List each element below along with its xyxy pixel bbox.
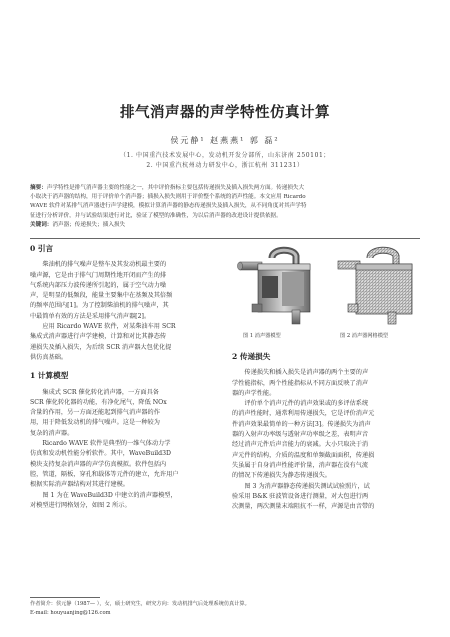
authors: 侯元静¹ 赵燕燕¹ 郭 磊²	[170, 136, 280, 145]
text-line: 气系统内部压力波传递所引起的，属于空气动力噪	[30, 281, 167, 289]
text-line: 集成式消声器进行声学建模，计算和对比其静态传	[30, 333, 167, 341]
text-line: 验采用 B&K 驻波管设备进行测量，对大包进行两	[232, 492, 369, 500]
abstract-line: 小取决于消声器的结构，用于评价单个消声器；插损入损失则用于评价整个系统的消声性能。本文应用 Ricardo	[30, 194, 306, 201]
text-line: 声，是明显的低频段，能量主要集中在基频及其倍频	[30, 292, 173, 300]
text-line: 含量的作用，另一方面还能起到排气消声器的作	[30, 409, 160, 417]
keywords-line	[30, 221, 420, 230]
figure-2-mesh-model	[330, 246, 422, 328]
abstract-label: 摘要：	[30, 185, 47, 191]
affiliation-2: 2. 中国重汽杭州动力研发中心，浙江杭州 311231）	[146, 162, 304, 169]
footnote-divider	[30, 597, 100, 598]
text-line: 图 1 为在 WaveBuild3D 中建立的消声器模型，	[42, 491, 177, 499]
abstract-divider	[30, 238, 420, 239]
text-line: 供仿真基础。	[30, 353, 68, 361]
footnote	[30, 600, 290, 617]
text-line: 仿真和发动机性能分析软件。其中，WaveBuild3D	[30, 450, 172, 458]
figure-1-muffler-model	[232, 246, 318, 328]
text-line: 柴油机的排气噪声是整车及其发动机最主要的	[42, 261, 167, 269]
text-line: 件消声效果最简单的一种方法[3]。传递损失为消声	[232, 420, 371, 428]
text-line: 的频率范围内[1]。为了控制柴油机的排气噪声，其	[30, 302, 169, 310]
section-tl-heading: 2 传递损失	[232, 352, 271, 361]
section-model-heading: 1 计算模型	[30, 371, 69, 381]
text-line: 评价单个消声元件的消声效果或的多评估系统	[244, 400, 369, 408]
left-column	[30, 244, 218, 511]
text-line: 经过消声元件后声音能力的衰减。大小只取决于消	[232, 441, 369, 449]
abstract-line: 征进行分析评价，并与试验结果进行对比，验证了模型的准确性，为以后消声器的改进设计提供依据。	[30, 212, 282, 219]
text-line: SCR 催化转化器的功能，有净化尾气，降低 NOx	[30, 398, 167, 406]
text-line: 对模型进行网格划分，如图 2 所示。	[30, 501, 131, 509]
text-line: 噪声源，它是由于排气门周期性地开闭而产生的排	[30, 271, 167, 279]
text-line: 器的入射声功率级与透射声功率级之差，表明声音	[232, 431, 369, 439]
author-bio: 作者简介：侯元静（1987— ），女，硕士研究生，研究方向：发动机排气后处理系统仿真计算。	[30, 601, 250, 607]
abstract-line: WAVE 软件对某排气消声器进行声学建模，模拟计算消声器的静态传递损失及插入损失，从不同角度对其声学特	[30, 203, 307, 210]
text-line: 应用 Ricardo WAVE 软件，对某柴油车用 SCR	[42, 323, 176, 331]
text-line: 失虽属于自身消声性能评价量，消声器在没有气流	[232, 461, 369, 469]
text-line: 用，用于降低发动机的排气噪声。这是一种较为	[30, 419, 160, 427]
text-line: 复杂的消声器。	[30, 429, 74, 437]
text-line: 的情况下传递损失为静态传递损失。	[232, 472, 331, 480]
text-line: 学性能指标，两个性能指标从不同方面反映了消声	[232, 379, 369, 387]
affiliation-1: （1. 中国重汽技术发展中心，发动机开发分部所，山东济南 250101；	[119, 152, 331, 159]
section-intro-heading: 0 引言	[30, 244, 54, 253]
right-column	[232, 352, 420, 512]
author-email: E-mail: houyuanjing@126.com	[30, 609, 111, 616]
text-line: 传递损失和插入损失是消声器的两个主要的声	[244, 369, 369, 377]
text-line: 模块支持复杂消声器的声学仿真模拟。软件包括内	[30, 460, 167, 468]
text-line: Ricardo WAVE 软件是典型的一维气体动力学	[42, 440, 171, 448]
text-line: 图 3 为消声器静态传递损失测试试验照片，试	[244, 482, 370, 490]
figure-1-caption: 图 1 消声器模型	[243, 333, 281, 339]
mesh-model-image	[330, 246, 422, 328]
keywords-label: 关键词：	[30, 221, 53, 228]
text-line: 次测量，两次测量末端阻抗不一样，声源是由音带的	[232, 503, 375, 511]
text-line: 的消声性能时，通常利用传递损失，它是评价消声元	[232, 410, 375, 418]
text-line: 递损失及插入损失，为后续 SCR 消声器大包优化提	[30, 343, 172, 351]
muffler-model-image	[232, 246, 318, 328]
paper-title: 排气消声器的声学特性仿真计算	[120, 104, 330, 121]
text-line: 器的声学性能。	[232, 389, 276, 397]
text-line: 根据实际消声器结构对其进行建模。	[30, 481, 129, 489]
abstract-line: 摘要：声学特性是排气消声器主要的性能之一，其中评价指标主要包括传递损失及插入损失两方面。传递损失大	[30, 185, 305, 191]
abstract	[30, 184, 420, 230]
keywords: 消声器；传递损失；插入损失	[52, 221, 126, 228]
text-line: 腔，管道，隔板，穿孔和载体等元件的建立，允许用户	[30, 470, 179, 478]
text-line: 集成式 SCR 催化转化消声器，一方面具备	[42, 388, 159, 396]
text-line: 中最简单有效的方法是采用排气消声器[2]。	[30, 312, 151, 320]
figure-2-caption: 图 2 消声器网格模型	[340, 333, 389, 339]
text-line: 声元件的结构，介质的温度和单频截面面积，传递损	[232, 451, 375, 459]
